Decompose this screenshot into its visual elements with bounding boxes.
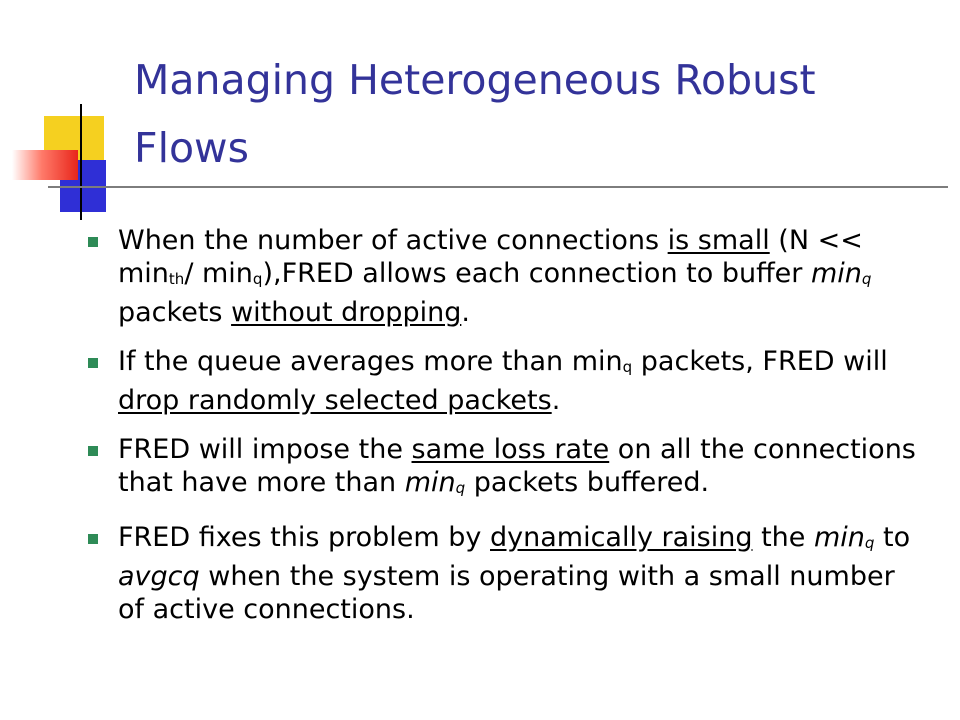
bullet-marker-icon: [88, 358, 98, 368]
bullet-text-segment: q: [252, 270, 263, 288]
bullet-text-segment: / min: [184, 258, 253, 289]
bullet-text-segment: min: [813, 522, 865, 553]
bullet-text-segment: .: [461, 297, 470, 328]
slide-title-line-2: Flows: [134, 124, 249, 172]
bullet-text-segment: min: [404, 467, 456, 498]
bullet-marker-icon: [88, 534, 98, 544]
bullet-text-segment: the: [752, 522, 814, 553]
bullet-marker-icon: [88, 237, 98, 247]
slide-title-line-1: Managing Heterogeneous Robust: [134, 56, 816, 104]
bullet-text-segment: packets, FRED will: [632, 346, 888, 377]
bullet-item: [118, 521, 928, 626]
bullet-text-segment: If the queue averages more than min: [118, 346, 623, 377]
bullet-text-segment: FRED fixes this problem by: [118, 522, 490, 553]
bullet-text-segment: (N << min: [118, 225, 863, 289]
bullet-text-segment: is small: [667, 225, 770, 256]
bullet-item: [118, 224, 928, 329]
bullet-text-segment: when the system is operating with a small number of active connections.: [118, 561, 895, 625]
bullet-text-segment: .: [551, 385, 561, 416]
bullet-text-segment: drop randomly selected packets: [118, 385, 552, 416]
bullet-text-segment: dynamically raising: [490, 522, 753, 553]
slide-title: [134, 46, 934, 182]
bullet-text-segment: without dropping: [231, 297, 462, 328]
decorative-vertical-line: [80, 104, 82, 220]
bullet-text-segment: th: [168, 270, 185, 288]
bullet-text-segment: same loss rate: [411, 434, 610, 465]
bullet-text-segment: FRED will impose the: [118, 434, 412, 465]
bullet-text-segment: packets: [118, 297, 232, 328]
decorative-red-gradient-bar: [12, 150, 78, 180]
bullet-list: [118, 224, 928, 642]
bullet-item: [118, 345, 928, 417]
bullet-text-segment: to: [874, 522, 911, 553]
bullet-text-segment: q: [864, 534, 875, 552]
bullet-text-segment: avgcq: [118, 561, 200, 592]
bullet-text-segment: q: [622, 358, 633, 376]
bullet-text-segment: When the number of active connections: [118, 225, 668, 256]
bullet-item: [118, 433, 928, 505]
title-divider-line: [48, 186, 948, 188]
bullet-text-segment: packets buffered.: [465, 467, 710, 498]
bullet-text-segment: min: [810, 258, 862, 289]
bullet-text-segment: q: [455, 479, 466, 497]
bullet-text-segment: ),FRED allows each connection to buffer: [262, 258, 811, 289]
bullet-text-segment: q: [861, 270, 872, 288]
bullet-marker-icon: [88, 446, 98, 456]
bullet-text-segment: on all the connections that have more than: [118, 434, 916, 498]
